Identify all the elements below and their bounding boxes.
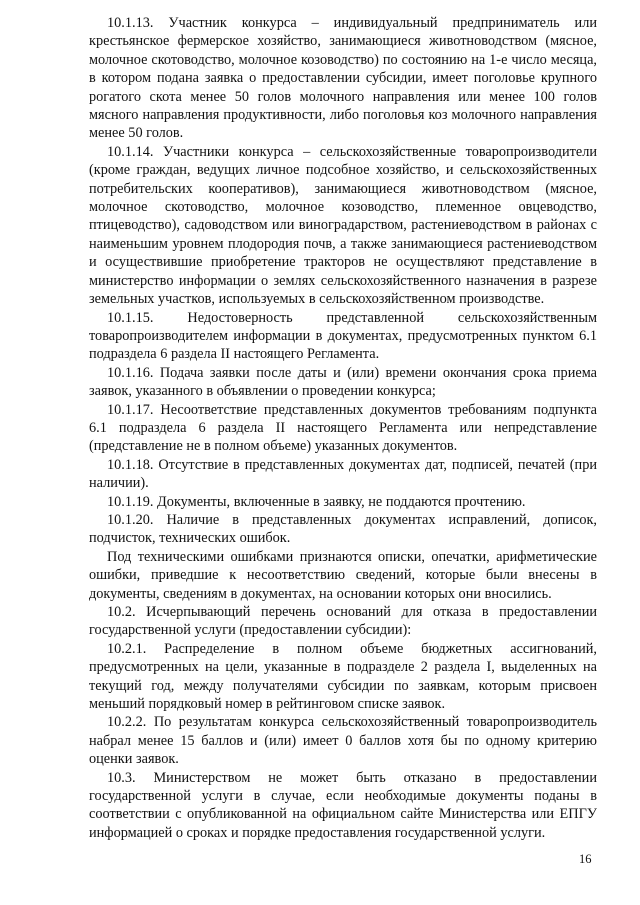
paragraph-10-3: 10.3. Министерством не может быть отказано в предоставлении государственной услуги в случае, если необходимые документы поданы в соответствии с опубликованной на официальном сайте Министерства или ЕПГУ информацией о сроках и порядке предоставления государственной услуги. xyxy=(89,769,597,841)
paragraph-10-1-16: 10.1.16. Подача заявки после даты и (или) времени окончания срока приема заявок, указанного в объявлении о проведении конкурса; xyxy=(89,364,597,400)
paragraph-10-2: 10.2. Исчерпывающий перечень оснований для отказа в предоставлении государственной услуги (предоставлении субсидии): xyxy=(89,604,597,639)
paragraph-10-2-1: 10.2.1. Распределение в полном объеме бюджетных ассигнований, предусмотренных на цели, указанные в подразделе 2 раздела I, выделенных на текущий год, между получателями субсидии по заявкам, которым присвоен меньший порядковый номер в рейтинговом списке заявок. xyxy=(89,640,597,713)
paragraph-10-1-18: 10.1.18. Отсутствие в представленных документах дат, подписей, печатей (при наличии). xyxy=(89,456,597,492)
paragraph-10-1-17: 10.1.17. Несоответствие представленных документов требованиям подпункта 6.1 подраздела 6 раздела II настоящего Регламента или непредставление (представление не в полном объеме) указанных документов. xyxy=(89,401,597,455)
paragraph-10-1-13: 10.1.13. Участник конкурса – индивидуальный предприниматель или крестьянское фермерское хозяйство, занимающиеся животноводством (мясное, молочное скотоводство, молочное козоводство) по состоянию на 1-е число месяца, в котором подана заявка о предоставлении субсидии, имеет поголовье крупного рогатого скота менее 50 голов молочного направления или менее 100 голов мясного направления продуктивности, либо поголовья коз молочного направления менее 50 голов. xyxy=(89,15,597,142)
paragraph-10-2-2: 10.2.2. По результатам конкурса сельскохозяйственный товаропроизводитель набрал менее 15 баллов и (или) имеет 0 баллов хотя бы по одному критерию оценки заявок. xyxy=(89,714,597,768)
paragraph-10-1-20: 10.1.20. Наличие в представленных документах исправлений, дописок, подчисток, технических ошибок. xyxy=(89,511,597,547)
paragraph-10-1-19: 10.1.19. Документы, включенные в заявку, не поддаются прочтению. xyxy=(107,493,526,510)
document-body xyxy=(89,14,597,842)
page-number: 16 xyxy=(579,852,592,866)
paragraph-technical-errors: Под техническими ошибками признаются описки, опечатки, арифметические ошибки, приведшие к несоответствию сведений, которые были внесены в документы, сведениям в документах, на основании которых они вносились. xyxy=(89,548,597,602)
paragraph-10-1-15: 10.1.15. Недостоверность представленной сельскохозяйственным товаропроизводителем информации в документах, предусмотренных пунктом 6.1 подраздела 6 раздела II настоящего Регламента. xyxy=(89,309,597,363)
paragraph-10-1-14: 10.1.14. Участники конкурса – сельскохозяйственные товаропроизводители (кроме граждан, ведущих личное подсобное хозяйство, и сельскохозяйственных потребительских кооперативов), занимающиеся животноводством (мясное, молочное скотоводство, молочное козоводство, племенное овцеводство, птицеводство), садоводством или виноградарством, растениеводством в районах с наименьшим уровнем плодородия почв, а также занимающиеся растениеводством и осуществившие приобретение тракторов не осуществляют представление в министерство информации о землях сельскохозяйственного назначения в разрезе земельных участков, используемых в сельскохозяйственном производстве. xyxy=(89,143,597,308)
